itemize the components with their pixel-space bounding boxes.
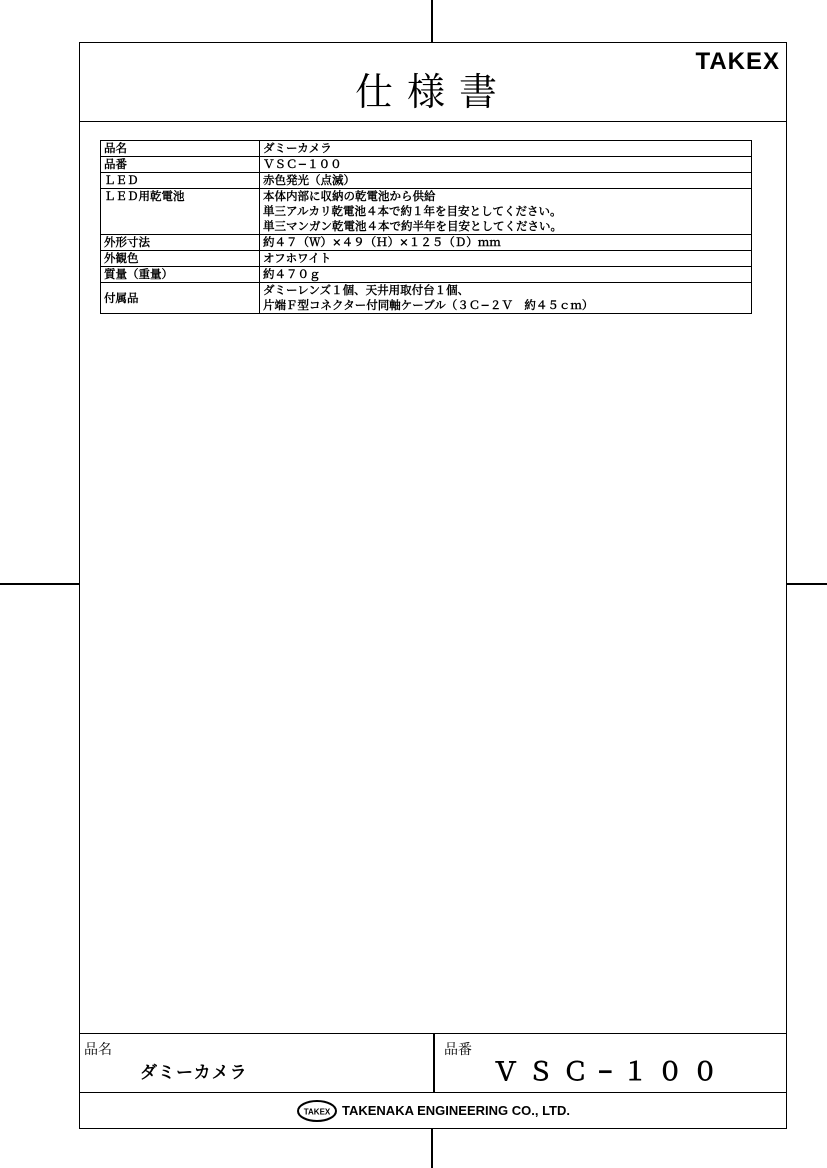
sheet-header bbox=[80, 43, 786, 122]
company-logo-text: TAKEX bbox=[303, 1107, 331, 1116]
spec-value: 約４７（Ｗ）×４９（Ｈ）×１２５（Ｄ）ｍｍ bbox=[260, 235, 752, 251]
spec-value: ダミーカメラ bbox=[260, 141, 752, 157]
spec-value: オフホワイト bbox=[260, 251, 752, 267]
spec-value: ＶＳＣ−１００ bbox=[260, 157, 752, 173]
spec-label: 外観色 bbox=[101, 251, 260, 267]
spec-value: 赤色発光（点滅） bbox=[260, 173, 752, 189]
spec-value: 約４７０ｇ bbox=[260, 267, 752, 283]
table-row bbox=[101, 189, 752, 235]
spec-label: 付属品 bbox=[101, 283, 260, 314]
spec-label: ＬＥＤ用乾電池 bbox=[101, 189, 260, 235]
company-name: TAKENAKA ENGINEERING CO., LTD. bbox=[342, 1103, 570, 1118]
table-row bbox=[101, 157, 752, 173]
crop-mark-left bbox=[0, 583, 79, 585]
spec-label: 質量（重量） bbox=[101, 267, 260, 283]
table-row bbox=[101, 251, 752, 267]
spec-label: 品番 bbox=[101, 157, 260, 173]
product-number-caption: 品番 bbox=[444, 1042, 472, 1058]
crop-mark-right bbox=[787, 583, 827, 585]
product-number-value: ＶＳＣ−１００ bbox=[493, 1058, 728, 1086]
title-block bbox=[80, 1033, 786, 1093]
spec-sheet bbox=[79, 42, 787, 1129]
spec-value: 本体内部に収納の乾電池から供給 単三アルカリ乾電池４本で約１年を目安としてください。 単三マンガン乾電池４本で約半年を目安としてください。 bbox=[260, 189, 752, 235]
page-title: 仕様書 bbox=[354, 70, 511, 114]
spec-label: ＬＥＤ bbox=[101, 173, 260, 189]
spec-label: 品名 bbox=[101, 141, 260, 157]
table-row bbox=[101, 141, 752, 157]
product-name-value: ダミーカメラ bbox=[140, 1063, 248, 1083]
takex-oval-logo-icon bbox=[296, 1099, 338, 1123]
product-name-caption: 品名 bbox=[84, 1042, 112, 1058]
table-row bbox=[101, 173, 752, 189]
brand-logo: TAKEX bbox=[695, 48, 780, 75]
table-row bbox=[101, 267, 752, 283]
spec-label: 外形寸法 bbox=[101, 235, 260, 251]
crop-mark-bottom bbox=[431, 1129, 433, 1168]
spec-value: ダミーレンズ１個、天井用取付台１個、 片端Ｆ型コネクター付同軸ケーブル（３Ｃ−２Ｖ 約４５ｃｍ） bbox=[260, 283, 752, 314]
crop-mark-top bbox=[431, 0, 433, 42]
table-row bbox=[101, 283, 752, 314]
company-block bbox=[80, 1093, 786, 1128]
table-row bbox=[101, 235, 752, 251]
spec-table bbox=[100, 140, 752, 314]
title-block-divider bbox=[433, 1034, 435, 1092]
